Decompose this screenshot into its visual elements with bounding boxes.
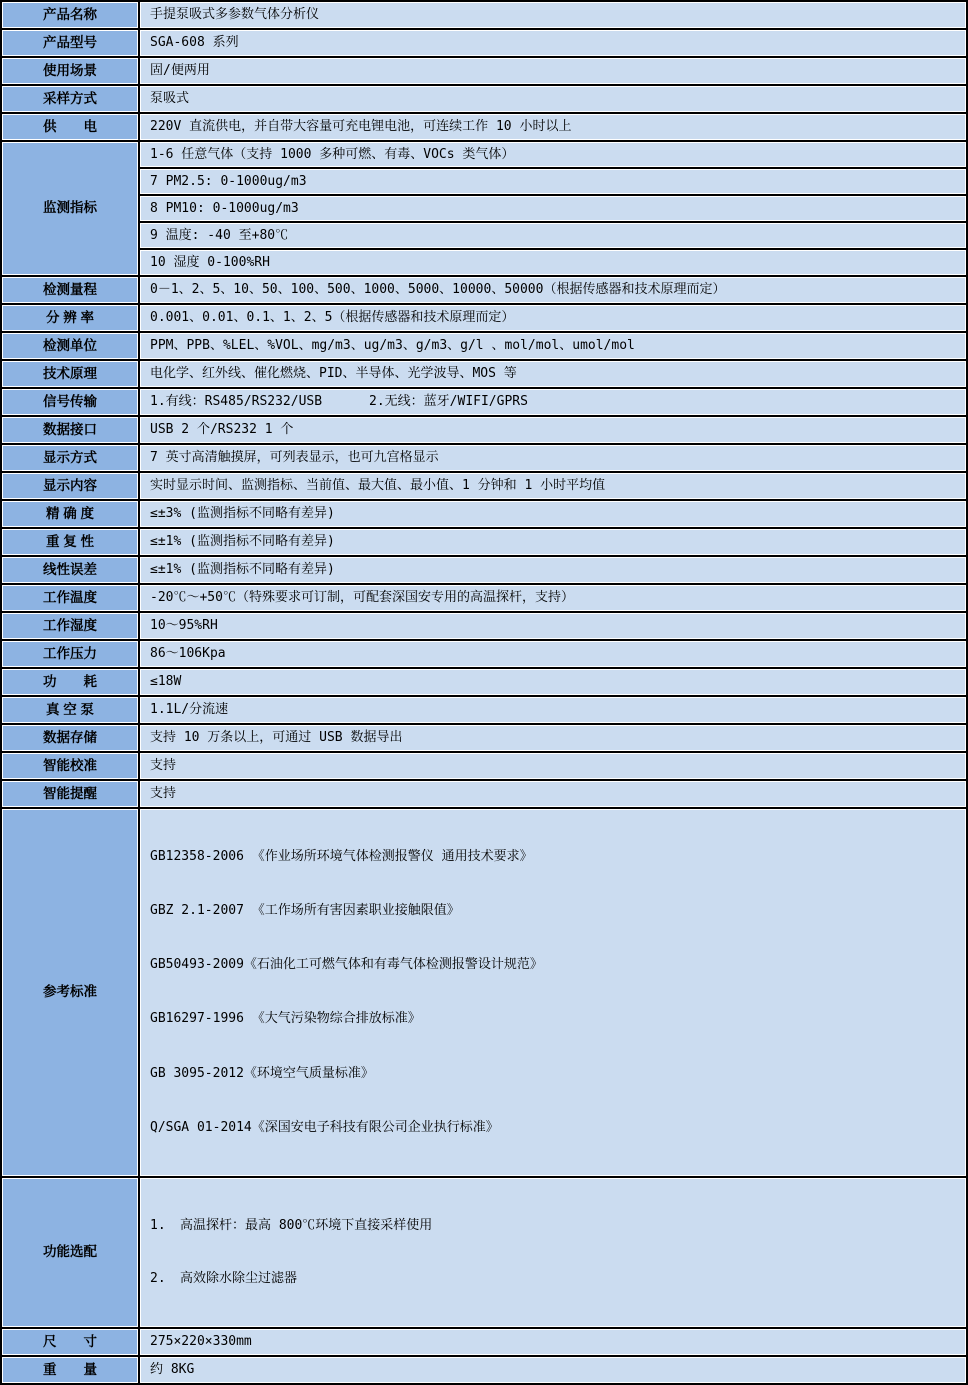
spec-label: 使用场景 [2,58,138,84]
table-row [2,753,966,779]
reference-standard-line: GB16297-1996 《大气污染物综合排放标准》 [150,1011,421,1027]
table-row [2,641,966,667]
spec-value: 泵吸式 [140,86,966,112]
spec-label: 工作湿度 [2,613,138,639]
spec-label: 检测量程 [2,277,138,303]
table-row [2,250,966,275]
spec-value: ≤±1% (监测指标不同略有差异) [140,557,966,583]
spec-label: 显示内容 [2,473,138,499]
spec-value: 86～106Kpa [140,641,966,667]
table-row [2,305,966,331]
spec-label: 工作压力 [2,641,138,667]
table-row [2,473,966,499]
spec-label: 监测指标 [2,142,138,275]
spec-value: 7 PM2.5: 0-1000ug/m3 [140,169,966,194]
table-row [2,417,966,443]
spec-label: 显示方式 [2,445,138,471]
spec-value: ≤±3% (监测指标不同略有差异) [140,501,966,527]
table-row [2,58,966,84]
table-row [2,223,966,248]
reference-standard-line: GB50493-2009《石油化工可燃气体和有毒气体检测报警设计规范》 [150,957,543,973]
spec-value: PPM、PPB、%LEL、%VOL、mg/m3、ug/m3、g/m3、g/l 、mol/mol、umol/mol [140,333,966,359]
spec-value: 电化学、红外线、催化燃烧、PID、半导体、光学波导、MOS 等 [140,361,966,387]
table-row [2,585,966,611]
spec-label: 数据接口 [2,417,138,443]
table-row [2,86,966,112]
table-row [2,333,966,359]
spec-label: 精 确 度 [2,501,138,527]
table-row [2,361,966,387]
spec-value: USB 2 个/RS232 1 个 [140,417,966,443]
table-row [2,114,966,140]
spec-value: 实时显示时间、监测指标、当前值、最大值、最小值、1 分钟和 1 小时平均值 [140,473,966,499]
spec-value: 1.有线：RS485/RS232/USB 2.无线：蓝牙/WIFI/GPRS [140,389,966,415]
table-row [2,781,966,807]
spec-value: 0.001、0.01、0.1、1、2、5（根据传感器和技术原理而定） [140,305,966,331]
spec-value: 约 8KG [140,1357,966,1383]
optional-feature-item [150,1269,959,1289]
spec-value: 8 PM10: 0-1000ug/m3 [140,196,966,221]
table-row [2,557,966,583]
item-number: 1. [150,1217,166,1233]
table-row [2,697,966,723]
spec-value: SGA-608 系列 [140,30,966,56]
spec-label: 重 复 性 [2,529,138,555]
spec-label: 参考标准 [2,809,138,1176]
reference-standard-line: GB 3095-2012《环境空气质量标准》 [150,1065,374,1081]
spec-value: 手提泵吸式多参数气体分析仪 [140,2,966,28]
table-row [2,809,966,1176]
spec-value: 固/便两用 [140,58,966,84]
spec-value: 220V 直流供电，并自带大容量可充电锂电池，可连续工作 10 小时以上 [140,114,966,140]
table-row [2,142,966,167]
optional-features-cell [140,1178,966,1327]
spec-label: 智能校准 [2,753,138,779]
reference-standard-line: GBZ 2.1-2007 《工作场所有害因素职业接触限值》 [150,902,460,918]
spec-value: -20℃～+50℃（特殊要求可订制，可配套深国安专用的高温探杆，支持） [140,585,966,611]
spec-label: 工作温度 [2,585,138,611]
table-row [2,196,966,221]
spec-label: 技术原理 [2,361,138,387]
item-text: 高温探杆：最高 800℃环境下直接采样使用 [180,1217,433,1233]
optional-feature-item [150,1216,959,1236]
spec-value: 0－1、2、5、10、50、100、500、1000、5000、10000、50000（根据传感器和技术原理而定） [140,277,966,303]
spec-label: 采样方式 [2,86,138,112]
table-row [2,277,966,303]
spec-value: ≤18W [140,669,966,695]
spec-label: 尺 寸 [2,1329,138,1355]
spec-label: 智能提醒 [2,781,138,807]
table-row [2,669,966,695]
spec-value: 1-6 任意气体（支持 1000 多种可燃、有毒、VOCs 类气体） [140,142,966,167]
table-row [2,445,966,471]
spec-label: 产品型号 [2,30,138,56]
spec-label: 供 电 [2,114,138,140]
spec-value: 1.1L/分流速 [140,697,966,723]
spec-label: 重 量 [2,1357,138,1383]
spec-label: 线性误差 [2,557,138,583]
spec-value: ≤±1% (监测指标不同略有差异) [140,529,966,555]
spec-label: 检测单位 [2,333,138,359]
table-row [2,2,966,28]
spec-value: 9 温度: -40 至+80℃ [140,223,966,248]
spec-label: 产品名称 [2,2,138,28]
spec-label: 功能选配 [2,1178,138,1327]
table-row [2,529,966,555]
spec-label: 信号传输 [2,389,138,415]
spec-value: 支持 [140,753,966,779]
table-row [2,613,966,639]
item-number: 2. [150,1271,166,1287]
spec-value: 7 英寸高清触摸屏，可列表显示，也可九宫格显示 [140,445,966,471]
spec-label: 真 空 泵 [2,697,138,723]
table-row [2,169,966,194]
spec-label: 数据存储 [2,725,138,751]
table-row [2,30,966,56]
table-row [2,1357,966,1383]
spec-value: 支持 [140,781,966,807]
spec-label: 分 辨 率 [2,305,138,331]
reference-standard-line: GB12358-2006 《作业场所环境气体检测报警仪 通用技术要求》 [150,848,533,864]
spec-label: 功 耗 [2,669,138,695]
spec-value: 支持 10 万条以上，可通过 USB 数据导出 [140,725,966,751]
table-row [2,389,966,415]
table-row [2,501,966,527]
spec-value: 10 湿度 0-100%RH [140,250,966,275]
spec-value: 10～95%RH [140,613,966,639]
reference-standard-line: Q/SGA 01-2014《深国安电子科技有限公司企业执行标准》 [150,1119,499,1135]
reference-standards-cell [140,809,966,1176]
table-row [2,1329,966,1355]
table-row [2,725,966,751]
table-row [2,1178,966,1327]
spec-value: 275×220×330mm [140,1329,966,1355]
item-text: 高效除水除尘过滤器 [180,1271,298,1287]
